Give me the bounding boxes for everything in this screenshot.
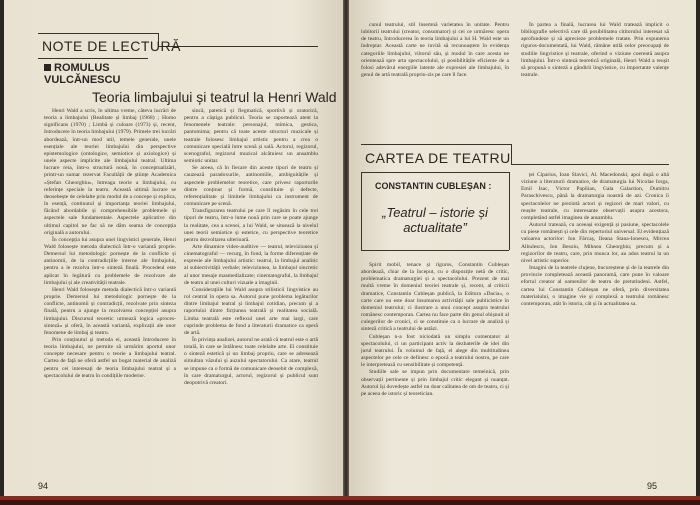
paragraph: Henri Wald a scris, în ultima vreme, câteva lucrări de teoria a limbajului (Realitate și limbaj (1968) ; Homo significans (1970) ; Limbă și culoare (1973) și, recent, Introducere în teoria limbajului (1979). Primele trei lucrări abordează, într-un mod util, temele generale, unele esențiale ale teoriei limbajului din perspective epistemologice (ontologice, semiotice și axiologice) și unele aspecte implicite ale limbajului teatral. Ultima lucrare reia, într-o structură nouă, în conceptualizări, printr-un sumar rezervat Facultății de științe Academica «Ștefan Gheorghiu», întreaga teorie a limbajului, cu referințe speciale la teatru. Această ultimă lucrare se deosebește de celelalte prin modul de a concepe și explica, în esență, continutul și importanța teoriei limbajului, făcând abordabile și comprehensibile problemele și aspectele sale fundamentale. Aspectele aplicative din ultimul capitol ne fac să ne dăm seama de concepția originală a autorului. — [44, 108, 176, 236]
article-title: Teoria limbajului și teatrul la Henri Wald — [92, 89, 337, 105]
section-rule-mid — [511, 164, 669, 165]
author-name: ROMULUS VULCĂNESCU — [44, 62, 121, 86]
paragraph: Imagini de la teatrele clujene, bucureștene și de la teatrele din provincie completează această panoramă, care pune în valoare efortul creator al oamenilor de teatru de pretutindeni. Astfel, cartea lui Constantin Cubleșan ne oferă, prin diversitatea materialului, o imagine vie și complexă a teatrului românesc contemporan, atât în istoria, cât și în actualitatea sa. — [521, 265, 669, 307]
section-rule-top — [38, 33, 158, 34]
right-page — [349, 0, 696, 500]
paragraph: Cubleșan n-a fost niciodată un simplu comentator al spectacolului, ci un participant activ la dezbaterile de idei din jurul teatrului. În volumul de față, el alege din multitudinea aspectelor pe cele ce definesc o epocă a teatrului nostru, pe care le interpretează cu sensibilitate și competență. — [361, 333, 509, 369]
title-box-bottom — [361, 250, 509, 251]
article-author — [44, 62, 164, 86]
book-title: „Teatrul – istorie și actualitate” — [382, 205, 488, 235]
paragraph: sincă, patetică și flegmatică, sportivă și oratorică, pentru a câștiga publicul. Teoria se raportează atent la fenomenele teatrale: personajul, mimica, gestica, pantomima; pentru că toate aceste structuri muzicale și teatrale folosesc limbajul artistic pentru a crea o comunicare specială între scenă și sală. Actorul, regizorul, scenograful, regizorul muzical alcătuiesc un ansamblu semiotic unitar. — [184, 108, 318, 165]
title-box-right — [509, 172, 510, 250]
text-column-bottom-2 — [521, 172, 669, 472]
text-column-bottom-1 — [361, 262, 509, 472]
paragraph: Prin conținutul și metoda ei, această Introducere în teoria limbajului, ne permite să urmărim aportul unor concepte necesare pentru o teorie a limbajului teatral. Cartea de față ne oferă astfel un bogat material de analiză pentru cei interesați de teoria limbajului teatral și a spectacolului de teatru în condițiile moderne. — [44, 337, 176, 379]
paragraph: Transfigurarea teatrului pe care îl regăsim în cele trei tipuri de teatru, într-o lume nouă prin care se poate ajunge la realitate, cea a scenei, a lui Wald, se situează la nivelul unei teorii semiotice și estetice, cu perspective teoretice pentru dezvoltarea ulterioară. — [184, 208, 318, 243]
title-box-left — [361, 172, 362, 250]
section-rule-side — [511, 144, 512, 164]
paragraph: În concepția lui asupra unei lingvistici generale, Henri Wald folosește metoda dialectică într-o variantă proprie. Demersul lui metodologic pornește de la conflicte și antinomii, de la contradicțiile interne ale limbajului, pentru a le rezolva într-o sinteză finală. Procedeul este aplicat în legătură cu problemele de rezolvare ale limbajului și ale creativității teatrale. — [44, 236, 176, 286]
text-column-2 — [184, 108, 318, 464]
paragraph: În partea a finală, lucrarea lui Wald tratează implicit o bibliografie selectivă care dă posibilitatea cititorului interesat să aprofundeze și să aprecieze problemele tratate. Prin expunerea riguros-documentată, lui Wald, rămâne utilă celor preocupați de studiile lingvistice și teatrale, oferind o viziune coerentă asupra limbajului. Într-o sinteză teoretică originală, Henri Wald a reușit să propună o sinteză a gândirii lingvistice, cu importante valențe teatrale. — [521, 22, 669, 79]
section-label: CARTEA DE TEATRU — [365, 150, 511, 166]
text-column-top-2 — [521, 22, 669, 130]
author-marker-icon — [44, 64, 51, 71]
title-box-top — [361, 172, 509, 173]
page-number-left: 94 — [38, 481, 49, 491]
paragraph: Se aceea, că în fiecare din aceste tipuri de teatru și cauzează paradoxurile, antinomiile, ambiguitățile și aspectele problemelor teoretice, care privesc raporturile dintre conținut și formă, constituite și defecte, referențialitate și limitele limbajului ca instrument de comunicare pe scenă. — [184, 165, 318, 208]
section-rule-top — [361, 144, 511, 145]
paragraph: În privința analizei, autorul ne arată că teatrul este o artă totală, în care se întâlnesc toate celelalte arte. El constituie o sinteză estetică și un limbaj propriu, care se adresează simultan văzului și auzului spectatorului. Ca atare, teatrul se impune ca o formă de comunicare deosebit de complexă, în care dramaturgul, actorul, regizorul și publicul sunt deopotrivă creatori. — [184, 337, 318, 386]
section-label: NOTE DE LECTURĂ — [42, 38, 181, 54]
binding-edge-shadow — [0, 500, 700, 505]
paragraph: Studiile sale se impun prin documentare temeinică, prin observații pertinente și prin limbajul critic elegant și nuanțat. Autorul își dovedește astfel nu doar calitatea de om de teatru, ci și pe aceea de istoric și teoretician. — [361, 369, 509, 397]
paragraph: Spirit mobil, tenace și riguros, Constantin Cubleșan abordează, chiar de la început, cu o dispoziție netă de critic, problematica dramaturgiei și a spectacolului. Prezent de mai multă vreme în domeniul teoriei teatrale și, recent, al criticii dramatice, Constantin Cubleșan publică, la Editura «Dacia», o carte care nu este doar însumarea activității sale publicistice în domeniul teatrului; ci ilustrare a unui concept asupra teatrului românesc contemporan. Cartea nu face parte din genul obișnuit al culegerilor de cronici, ci se constituie ca o lucrare de analiză și sinteză critică a teatrului de astăzi. — [361, 262, 509, 333]
paragraph: ței Ciparius, Ioan Slavici, Al. Macedonski, apoi după o altă viziune a literaturii dramatice, de dramaturgia lui Nicolae Iorga, Emil Isac, Victor Papilian, Gala Galaction, Dumitru Paraschivescu, până la dramaturgia noastră de azi. Cronica îi spectacolelor ne prezintă actori și regizori de mari valori, cu reușite teatrale, cu interesante observații asupra acestora, completând astfel imaginea de ansamblu. — [521, 172, 669, 221]
paragraph: Arte dinamice video-auditive — teatrul, televiziunea și cinematograful — recurg, în fond, la forme diferențiate de expresie ale limbajului artistic: teatrul, la limbajul analitic al subiectivității verbale; televiziunea, la limbajul sincretic al unor mesaje masmedializate; cinematograful, la limbajul de teatru al unei culturi vizuale a imaginii. — [184, 243, 318, 286]
paragraph: cunul teatrului, stil însemnă varietatea în unitate. Pentru iubitorii teatrului (creator, consumator) și cei ce urmăresc opera de teatru, Introducerea în teoria limbajului a lui H. Wald este un îndreptar. Această carte ne invită să recunoaștem în evidența categoriile limbajului, viitorul său, și modul în care acesta ne orientează spre arta spectacolului, și posibilitățile eficiente de a folosi adevărul energiile latente ale expresiei ale limbajului, în genul de artă teatrală propriu-zis pe care îl face. — [361, 22, 509, 79]
paragraph: Henri Wald folosește metoda dialectică într-o variantă proprie. Demersul lui metodologic pornește de la conflicte, antinomii și contradicții, rezolvate prin sinteza finală, pentru a ajunge la rezolvarea concepției asupra limbajului. Discursul teoretic urmează logica «proces-sinteză» și oferă, în această variantă, explicații ale unor fenomene de limbaj și teatru. — [44, 286, 176, 336]
text-column-top-1 — [361, 22, 509, 130]
page-number-right: 95 — [647, 481, 658, 491]
text-column-1 — [44, 108, 176, 464]
paragraph: Considerațiile lui Wald asupra stilisticii lingvistice au rol central în opera sa. Autorul pune problema legăturilor dintre limbajul teatral și limbajul cotidian, precum și a raportului dintre ficțiunea teatrală și realitatea socială. Limba teatrală este reflexul unei arte mai largi, care cuprinde problema de fond a literaturii dramatice ca operă de artă. — [184, 286, 318, 336]
reviewed-author: CONSTANTIN CUBLEȘAN : — [375, 181, 492, 191]
left-page — [4, 0, 343, 500]
paragraph: Autorul tratează, cu aceeași exigență și pasiune, spectacolele cu piese românești și cele din repertoriul universal. El evidențiază valoarea actorilor: Ion Fărcaș, Ileana Stana-Ionescu, Mircea Albulescu, Ion Besoiu, Mihnea Gheorghiu; precum și a regizorilor de teatru, care, prin munca lor, au adus teatrul la un nivel artistic superior. — [521, 222, 669, 264]
section-rule-mid — [158, 46, 318, 47]
author-rule — [38, 58, 148, 59]
